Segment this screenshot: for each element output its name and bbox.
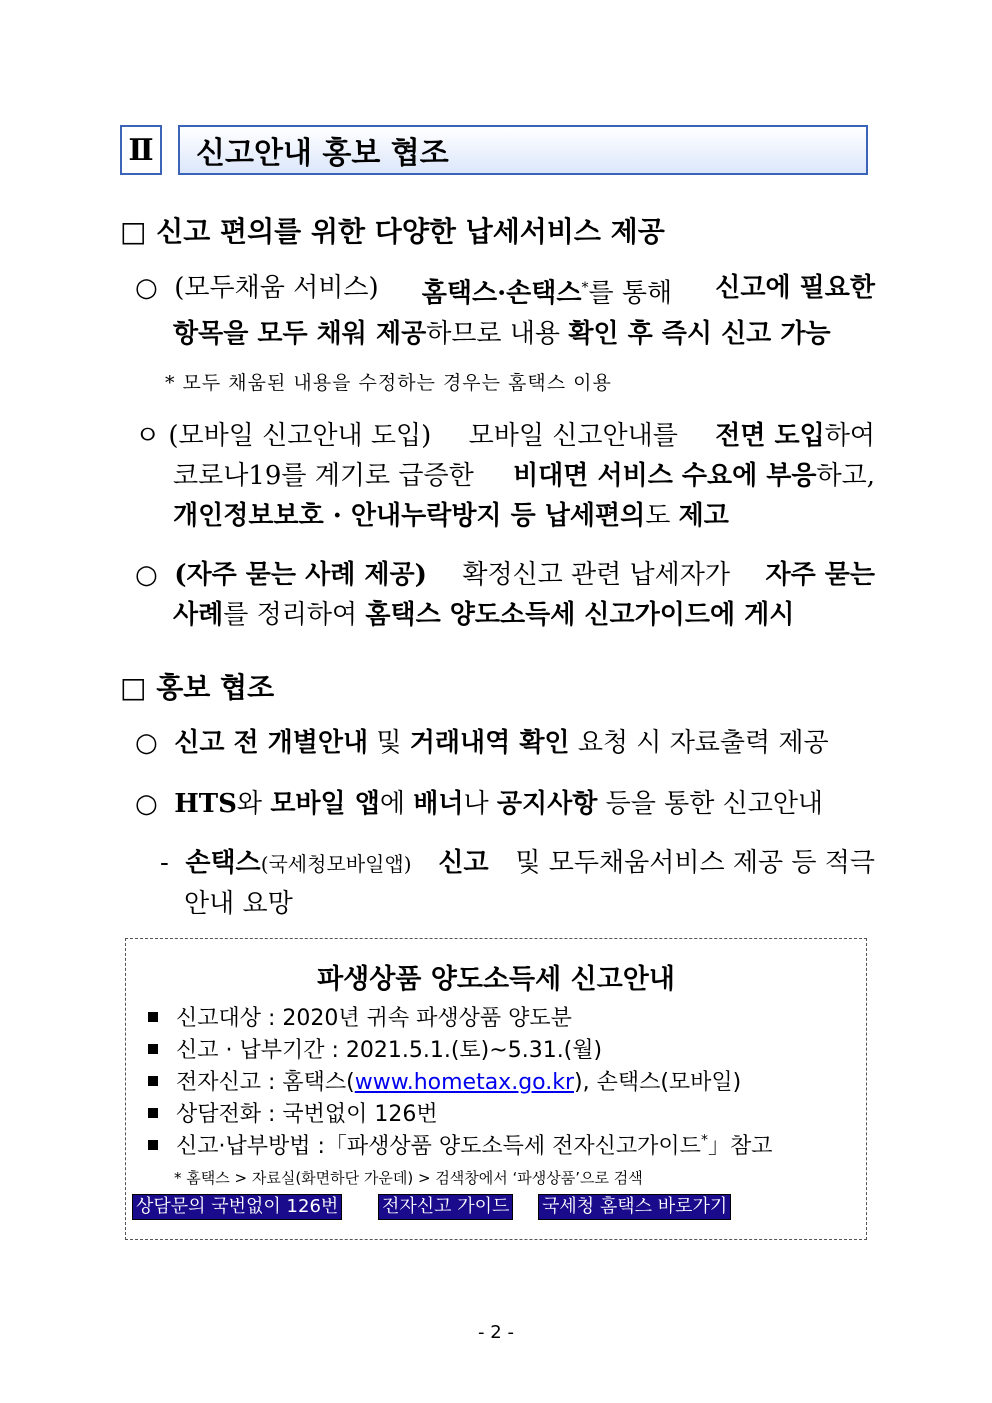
item-text: 도	[645, 501, 671, 531]
section-number: Ⅱ	[120, 125, 162, 175]
item-text: 모바일 신고안내를	[468, 421, 678, 451]
info-row-method	[148, 1129, 772, 1160]
list-item-mobile-guide	[135, 416, 875, 536]
list-item-sontax	[160, 843, 875, 924]
info-footnote: * 홈택스 > 자료실(화면하단 가운데) > 검색창에서 ‘파생상품’으로 검색	[174, 1169, 643, 1187]
square-bullet-icon	[148, 1044, 158, 1054]
info-title: 파생상품 양도소득세 신고안내	[317, 964, 675, 995]
item-text: 확인 후 즉시 신고 가능	[568, 318, 831, 349]
item-text: 하므로 내용	[426, 318, 561, 349]
item-label: (모두채움 서비스)	[174, 273, 379, 303]
item-text: 사례	[173, 600, 224, 630]
list-item-individual-guide	[135, 723, 829, 763]
footnote-mark: *	[581, 280, 589, 296]
item-text: 제고	[678, 501, 729, 531]
item-text: 및	[376, 728, 402, 758]
item-text: 하여	[824, 421, 875, 451]
bullet-mark: ○	[135, 789, 158, 819]
info-row-efile	[148, 1065, 741, 1096]
item-text: 신고	[438, 848, 489, 878]
banner-button-guide[interactable]: 전자신고 가이드	[378, 1194, 513, 1220]
hometax-link[interactable]: www.hometax.go.kr	[354, 1070, 575, 1095]
banner-button-phone[interactable]: 상담문의 국번없이 126번	[132, 1194, 342, 1220]
square-bullet-icon	[148, 1108, 158, 1118]
item-text: (국세청모바일앱)	[260, 852, 412, 876]
bullet-mark: ㅇ	[135, 421, 161, 451]
square-bullet-icon	[148, 1076, 158, 1086]
list-item-faq	[135, 555, 875, 635]
item-text: 및 모두채움서비스 제공 등 적극	[515, 848, 875, 878]
info-row-phone	[148, 1097, 438, 1128]
info-row-period	[148, 1033, 602, 1064]
item-text: 배너	[413, 789, 464, 819]
item-text: 홈택스·손택스	[421, 278, 582, 309]
bullet-mark: ○	[135, 560, 158, 590]
info-text: 신고·납부방법 :「파생상품 양도소득세 전자신고가이드	[176, 1134, 701, 1159]
bullet-mark: ○	[135, 728, 158, 758]
info-text: 신고 · 납부기간 : 2021.5.1.(토)~5.31.(월)	[176, 1038, 603, 1063]
info-row-target	[148, 1001, 572, 1032]
heading-promotion: □ 홍보 협조	[120, 671, 275, 704]
item-text: 를 통해	[588, 278, 673, 309]
item-label: (자주 묻는 사례 제공)	[174, 560, 427, 590]
item-text: 항목을 모두 채워 제공	[173, 318, 427, 349]
item-text: 나	[463, 789, 489, 819]
info-text: 상담전화 : 국번없이 126번	[176, 1102, 438, 1127]
item-text: 에	[379, 789, 405, 819]
item-text: 확정신고 관련 납세자가	[462, 560, 731, 590]
item-text: 비대면 서비스 수요에 부응	[513, 461, 817, 491]
item-text: 하고,	[816, 461, 875, 491]
item-text: 코로나19를 계기로 급증한	[173, 461, 474, 491]
banner-button-hometax[interactable]: 국세청 홈택스 바로가기	[538, 1194, 731, 1220]
item-text: 공지사항	[496, 789, 598, 819]
item-text: 등을 통한 신고안내	[605, 789, 824, 819]
item-text: 와	[236, 789, 263, 819]
bullet-mark: -	[160, 848, 169, 878]
info-text: ), 손택스(모바일)	[574, 1070, 742, 1095]
item-text: 거래내역 확인	[409, 728, 570, 758]
item-text: 안내 요망	[184, 889, 293, 919]
item-text: 홈택스 양도소득세 신고가이드에 게시	[365, 600, 795, 630]
list-item-hts-banner	[135, 784, 823, 824]
item-text: 신고 전 개별안내	[174, 728, 369, 758]
heading-tax-services: □ 신고 편의를 위한 다양한 납세서비스 제공	[120, 215, 665, 248]
item-text: 손택스	[185, 848, 261, 878]
item-text: 신고에 필요한	[715, 273, 875, 303]
info-text: 신고대상 : 2020년 귀속 파생상품 양도분	[176, 1006, 572, 1031]
square-bullet-icon	[148, 1012, 158, 1022]
item-text: 자주 묻는	[765, 560, 875, 590]
section-title-text: 신고안내 홍보 협조	[196, 136, 449, 171]
info-text: 」참고	[707, 1134, 773, 1159]
bullet-mark: ○	[135, 273, 158, 303]
section-title	[178, 125, 868, 175]
list-item-prefill-service	[135, 268, 875, 354]
item-text: 개인정보보호 · 안내누락방지 등 납세편의	[173, 501, 646, 531]
footnote-prefill: * 모두 채움된 내용을 수정하는 경우는 홈택스 이용	[165, 372, 612, 394]
item-text: 요청 시 자료출력 제공	[577, 728, 829, 758]
item-label: (모바일 신고안내 도입)	[168, 421, 432, 451]
info-text: 전자신고 : 홈택스(	[176, 1070, 355, 1095]
item-text: 모바일 앱	[270, 789, 380, 819]
item-text: 전면 도입	[715, 421, 825, 451]
page-number: - 2 -	[478, 1322, 514, 1343]
item-text: HTS	[174, 789, 237, 819]
square-bullet-icon	[148, 1140, 158, 1150]
footnote-mark: *	[700, 1132, 708, 1149]
item-text: 를 정리하여	[223, 600, 358, 630]
